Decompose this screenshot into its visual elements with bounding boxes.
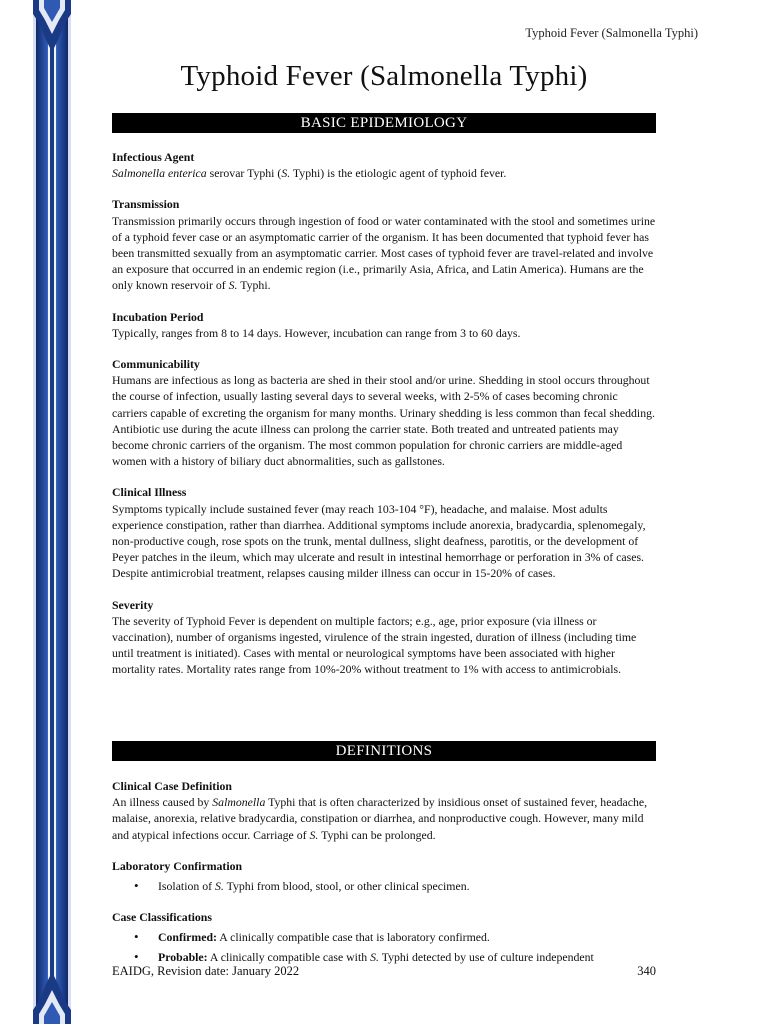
text-run: Typhi from blood, stool, or other clinical specimen. xyxy=(223,879,470,894)
italic-abbrev: S. xyxy=(281,166,291,181)
clinical-case-block xyxy=(112,778,656,843)
case-classifications-heading: Case Classifications xyxy=(112,910,212,925)
text-run: Typhi detected by use of culture independent xyxy=(378,949,594,964)
list-item xyxy=(112,878,656,894)
infectious-agent-heading: Infectious Agent xyxy=(112,150,195,164)
epidemiology-content xyxy=(112,149,656,693)
severity-heading: Severity xyxy=(112,597,154,612)
transmission-block xyxy=(112,196,656,293)
text-run: A clinically compatible case that is laboratory confirmed. xyxy=(216,930,490,945)
text-run: Transmission primarily occurs through ingestion of food or water contaminated with the stool and sometimes urine of a typhoid fever case or an asymptomatic carrier of the organism. It has been documented that typhoid fever has been transmitted sexually from an asymptomatic carrier. Most cases of typhoid fever are travel-related and involve an exposure that occurred in an endemic region (i.e., primarily Asia, Africa, and Latin America). Humans are the only known reservoir of xyxy=(112,213,656,293)
text-run: Typhi. xyxy=(237,278,271,293)
banner-ornament-icon xyxy=(33,0,71,1024)
text-run: serovar Typhi ( xyxy=(206,166,282,181)
lab-confirmation-block xyxy=(112,858,656,894)
page-title: Typhoid Fever (Salmonella Typhi) xyxy=(180,60,588,92)
transmission-text xyxy=(112,213,656,294)
lab-confirmation-heading: Laboratory Confirmation xyxy=(112,858,243,873)
clinical-illness-heading: Clinical Illness xyxy=(112,485,187,500)
transmission-heading: Transmission xyxy=(112,197,180,212)
text-run: Typhi) is the etiologic agent of typhoid fever. xyxy=(290,166,507,181)
definitions-content xyxy=(112,778,656,980)
section-header-basic-epidemiology: BASIC EPIDEMIOLOGY xyxy=(112,113,656,133)
footer-revision: EAIDG, Revision date: January 2022 xyxy=(112,964,300,978)
italic-genus: Salmonella enterica xyxy=(112,166,207,181)
clinical-illness-text: Symptoms typically include sustained fever (may reach 103-104 °F), headache, and malaise. Most adults experience constipation, rather than diarrhea. Additional symptoms include anorexia, bradycardia, splenomegaly, non-productive cough, rose spots on the trunk, mental dullness, slight deafness, parotitis, or the development of Peyer patches in the ileum, which may ulcerate and result in intestinal hemorrhage or perforation in 3% of cases. Despite antimicrobial treatment, relapses causing milder illness can occur in 15-20% of cases. xyxy=(112,501,646,581)
text-run: An illness caused by xyxy=(112,795,213,810)
incubation-block xyxy=(112,309,656,341)
communicability-block xyxy=(112,356,656,469)
severity-block xyxy=(112,597,656,678)
italic-genus: Salmonella xyxy=(212,795,266,810)
running-head: Typhoid Fever (Salmonella Typhi) xyxy=(525,26,698,40)
decorative-banner xyxy=(33,0,71,1024)
severity-text: The severity of Typhoid Fever is dependent on multiple factors; e.g., age, prior exposure (via illness or vaccination), number of organisms ingested, virulence of the strain ingested, duration of illness (including time until treatment is initiated). Cases with mental or neurological symptoms have been associated with higher mortality rates. Mortality rates range from 10%-20% without treatment to 1% with access to antimicrobials. xyxy=(112,613,637,677)
list-item xyxy=(112,929,656,945)
clinical-illness-block xyxy=(112,484,656,581)
incubation-text: Typically, ranges from 8 to 14 days. However, incubation can range from 3 to 60 days. xyxy=(112,325,521,340)
communicability-text: Humans are infectious as long as bacteria are shed in their stool and/or urine. Shedding in stool occurs throughout the course of infection, usually lasting several days to several weeks, with 2-5% of cases becoming chronic carriers capable of excreting the organism for many months. Urinary shedding is less common than fecal shedding. Antibiotic use during the acute illness can prolong the carrier state. Both treated and untreated patients may become chronic carriers of the organism. The most common population for chronic carriers are middle-aged women with a history of biliary duct abnormalities, such as gallstones. xyxy=(112,373,655,469)
case-classifications-list xyxy=(112,929,656,964)
probable-label: Probable: xyxy=(158,949,208,964)
italic-abbrev: S. xyxy=(228,278,238,293)
section-header-definitions: DEFINITIONS xyxy=(112,741,656,761)
confirmed-label: Confirmed: xyxy=(158,930,217,945)
text-run: Typhi can be prolonged. xyxy=(318,827,436,842)
text-run: Typhi that is often characterized by insidious onset of sustained fever, headache, malaise, anorexia, relative bradycardia, constipation or diarrhea, and nonproductive cough. However, many mild and atypical infections occur. Carriage of xyxy=(112,795,648,842)
lab-confirmation-list xyxy=(112,878,656,894)
case-classifications-block xyxy=(112,909,656,965)
italic-abbrev: S. xyxy=(370,949,379,964)
text-run: Isolation of xyxy=(158,879,216,894)
italic-abbrev: S. xyxy=(215,879,224,894)
clinical-case-text xyxy=(112,794,656,843)
incubation-heading: Incubation Period xyxy=(112,309,204,324)
infectious-agent-text xyxy=(112,165,656,181)
page-number: 340 xyxy=(637,964,656,978)
text-run: A clinically compatible case with xyxy=(207,949,371,964)
clinical-case-heading: Clinical Case Definition xyxy=(112,779,232,793)
italic-abbrev: S. xyxy=(309,827,319,842)
infectious-agent-block xyxy=(112,149,656,181)
list-item xyxy=(112,949,656,965)
communicability-heading: Communicability xyxy=(112,357,200,372)
